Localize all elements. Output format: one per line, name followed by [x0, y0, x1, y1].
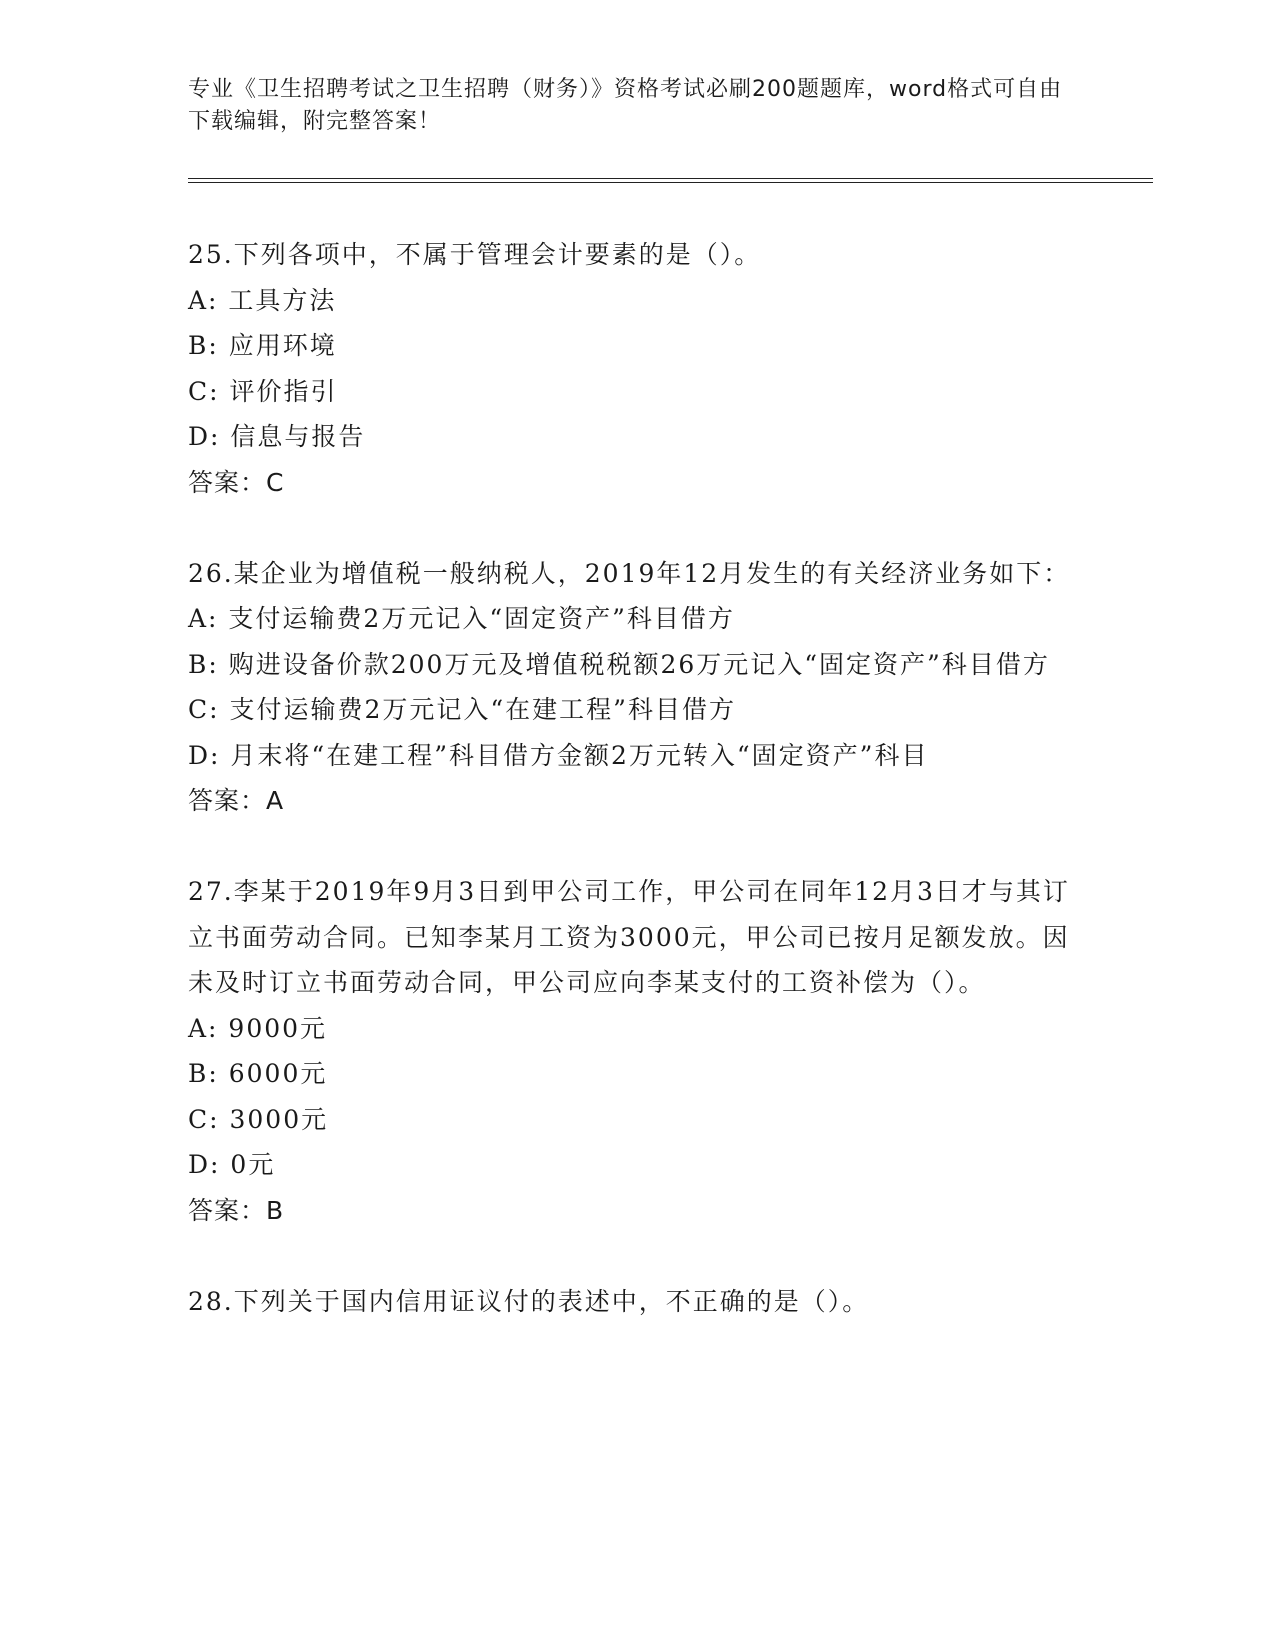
- question-28: [188, 1279, 1088, 1325]
- question-stem: 28.下列关于国内信用证议付的表述中，不正确的是（）。: [188, 1286, 870, 1316]
- option-d: D: 0元: [188, 1150, 276, 1179]
- document-header: 专业《卫生招聘考试之卫生招聘（财务）》资格考试必刷200题题库，word格式可自由下载编辑，附完整答案！: [188, 77, 1063, 134]
- question-25: [188, 232, 1088, 505]
- question-27: [188, 869, 1088, 1233]
- answer: 答案：A: [188, 786, 285, 815]
- option-c: C: 3000元: [188, 1104, 329, 1134]
- question-stem: 27.李某于2019年9月3日到甲公司工作，甲公司在同年12月3日才与其订立书面劳动合同。已知李某月工资为3000元，甲公司已按月足额发放。因未及时订立书面劳动合同，甲公司应向李某支付的工资补偿为（）。: [188, 877, 1070, 997]
- option-a: A: 工具方法: [188, 285, 337, 315]
- option-c: C: 支付运输费2万元记入“在建工程”科目借方: [188, 695, 736, 724]
- option-d: D: 月末将“在建工程”科目借方金额2万元转入“固定资产”科目: [188, 740, 929, 770]
- option-b: B: 6000元: [188, 1059, 328, 1088]
- option-a: A: 支付运输费2万元记入“固定资产”科目借方: [188, 604, 735, 633]
- answer: 答案：C: [188, 467, 285, 497]
- option-c: C: 评价指引: [188, 376, 338, 406]
- question-26: [188, 551, 1088, 824]
- option-b: B: 购进设备价款200万元及增值税税额26万元记入“固定资产”科目借方: [188, 649, 1050, 679]
- question-stem: 25.下列各项中，不属于管理会计要素的是（）。: [188, 240, 762, 269]
- option-a: A: 9000元: [188, 1013, 328, 1043]
- header-divider: [188, 178, 1153, 183]
- option-d: D: 信息与报告: [188, 422, 366, 451]
- option-b: B: 应用环境: [188, 331, 337, 360]
- question-list: [188, 232, 1088, 1370]
- question-stem: 26.某企业为增值税一般纳税人，2019年12月发生的有关经济业务如下：: [188, 558, 1071, 588]
- answer: 答案：B: [188, 1195, 285, 1225]
